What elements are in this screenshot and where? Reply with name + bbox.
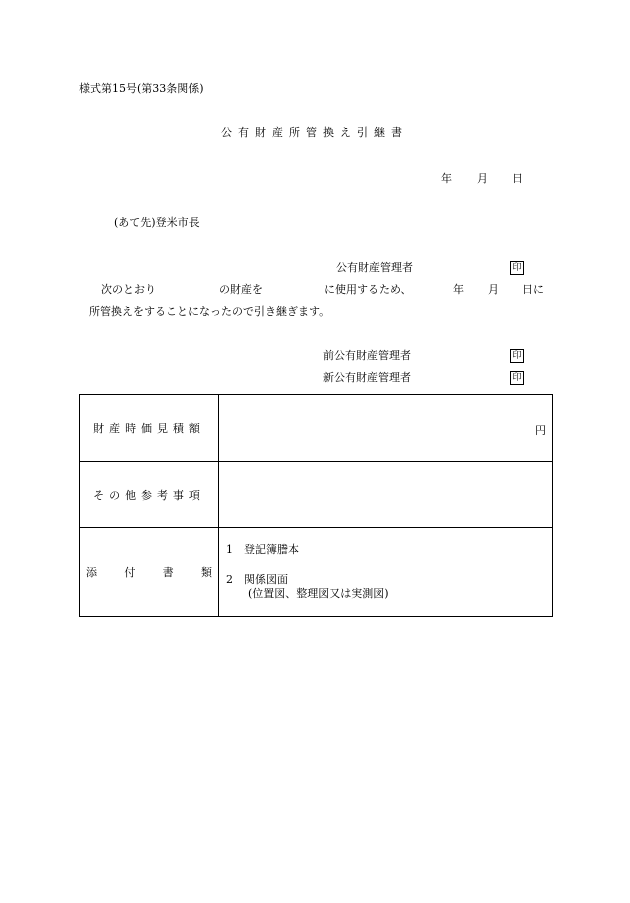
body-line1-day: 日に [522,283,544,296]
document-title: 公有財産所管換え引継書 [221,126,408,139]
row-label: その他参考事項 [80,462,219,528]
property-table [79,394,553,617]
attachment-item: 2 関係図面 [226,573,288,586]
form-number: 様式第15号(第33条関係) [79,82,204,95]
table-row [80,528,553,617]
date-month: 月 [477,172,488,185]
body-line1-year: 年 [453,283,464,296]
attachment-item: (位置図、整理図又は実測図) [248,587,389,600]
attachment-item: 1 登記簿謄本 [226,543,299,556]
body-line1-start: 次のとおり [101,283,156,296]
attachments-cell [219,528,553,617]
attach-char-2: 付 [124,566,136,579]
yen-unit: 円 [535,424,546,437]
row-label [80,528,219,617]
attach-char-1: 添 [86,566,97,579]
body-line1-end: に使用するため、 [324,283,412,296]
body-line1-mid: の財産を [219,283,263,296]
seal-mark: 印 [510,349,524,363]
row-label: 財産時価見積額 [80,395,219,462]
table-row [80,462,553,528]
seal-mark: 印 [510,261,524,275]
attach-char-4: 類 [200,566,212,579]
estimated-value-cell [219,395,553,462]
table-row [80,395,553,462]
seal-mark: 印 [510,371,524,385]
manager-label: 公有財産管理者 [336,261,413,274]
date-year: 年 [441,172,452,185]
attach-char-3: 書 [162,566,174,579]
new-manager-label: 新公有財産管理者 [323,371,411,384]
body-line1-month: 月 [488,283,499,296]
prev-manager-label: 前公有財産管理者 [323,349,411,362]
date-day: 日 [512,172,523,185]
addressee: (あて先)登米市長 [114,216,200,229]
notes-cell [219,462,553,528]
body-line2: 所管換えをすることになったので引き継ぎます。 [89,305,331,318]
